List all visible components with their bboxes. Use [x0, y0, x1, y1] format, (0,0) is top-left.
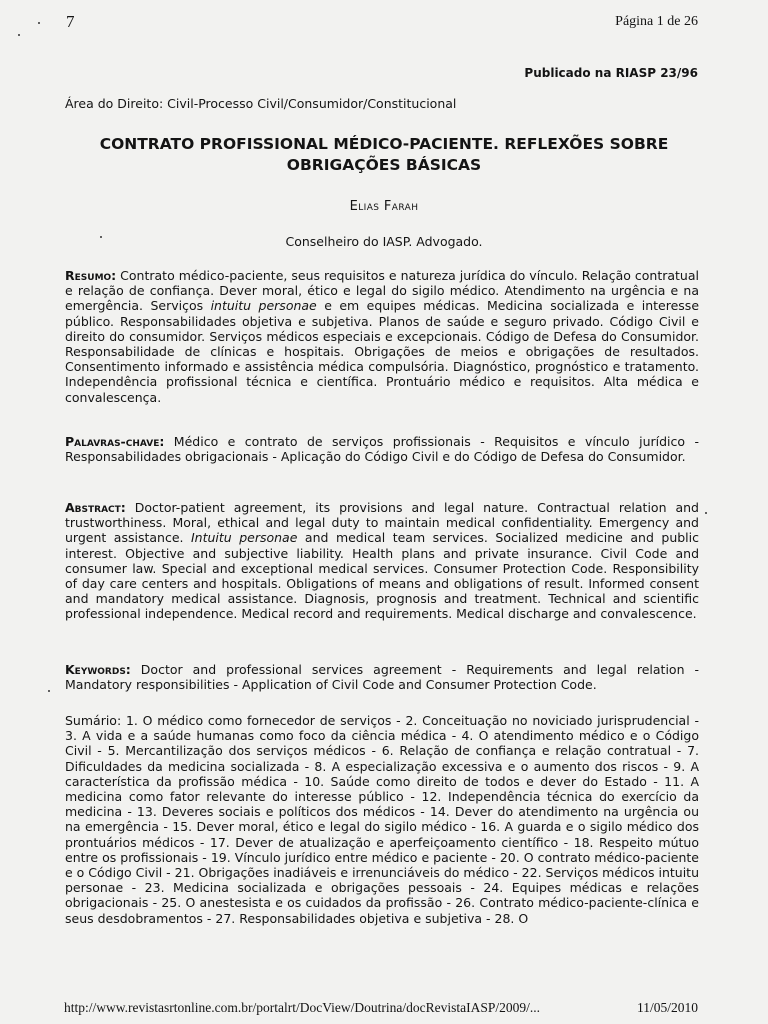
footer-url: http://www.revistasrtonline.com.br/portalrt/DocView/Doutrina/docRevistaIASP/2009/...: [64, 1000, 540, 1015]
article-title: CONTRATO PROFISSIONAL MÉDICO-PACIENTE. REFLEXÕES SOBRE OBRIGAÇÕES BÁSICAS: [99, 135, 669, 174]
author-affiliation: Conselheiro do IASP. Advogado.: [285, 234, 483, 249]
law-area: Área do Direito: Civil-Processo Civil/Consumidor/Constitucional: [65, 96, 457, 111]
scan-speck: [38, 22, 40, 24]
resumo-paragraph: [65, 268, 699, 405]
footer-date: 11/05/2010: [636, 1000, 698, 1015]
resumo-text-1: Contrato médico-paciente, seus requisitos e natureza jurídica do vínculo. Relação contratual e relação de confiança. Dever moral, ético e legal do sigilo médico. Atendimento na urgência e na emergência. Serviços: [65, 268, 699, 314]
keywords-paragraph: [65, 662, 699, 692]
abstract-label: Abstract:: [65, 500, 126, 515]
article-author: Elias Farah: [349, 199, 419, 214]
sumario-paragraph: Sumário: 1. O médico como fornecedor de serviços - 2. Conceituação no noviciado jurisprudencial - 3. A vida e a saúde humanas como foco da ciência médica - 4. O atendimento médico e o Código Civil - 5. Mercantilização dos serviços médicos - 6. Relação de confiança e relação contratual - 7. Dificuldades da medicina socializada - 8. A especialização excessiva e o aumento dos riscos - 9. A característica da profissão médica - 10. Saúde como direito de todos e dever do Estado - 11. A medicina como fator relevante do interesse público - 12. Independência técnica do exercício da medicina - 13. Deveres sociais e políticos dos médicos - 14. Dever do atendimento na urgência ou na emergência - 15. Dever moral, ético e legal do sigilo médico - 16. A guarda e o sigilo médico dos prontuários médicos - 17. Dever de atualização e aperfeiçoamento científico - 18. Respeito mútuo entre os profissionais - 19. Vínculo jurídico entre médico e paciente - 20. O contrato médico-paciente e o Código Civil - 21. Obrigações inadiáveis e irrenunciáveis do médico - 22. Serviços médicos intuitu personae - 23. Medicina socializada e obrigações pessoais - 24. Equipes médicas e relações obrigacionais - 25. O anestesista e os cuidados da profissão - 26. Contrato médico-paciente-clínica e seus desdobramentos - 27. Responsabilidades objetiva e subjetiva - 28. O: [65, 713, 699, 926]
publication-note: Publicado na RIASP 23/96: [524, 66, 698, 80]
keywords-label: Keywords:: [65, 662, 131, 677]
abstract-paragraph: [65, 500, 699, 622]
palavras-chave-text: Médico e contrato de serviços profissionais - Requisitos e vínculo jurídico - Responsabilidades obrigacionais - Aplicação do Código Civil e do Código de Defesa do Consumidor.: [65, 434, 699, 465]
page-number: 7: [66, 12, 75, 31]
keywords-text: Doctor and professional services agreement - Requirements and legal relation - Mandatory responsibilities - Application of Civil Code and Consumer Protection Code.: [65, 662, 699, 693]
resumo-text-2: e em equipes médicas. Medicina socializada e interesse público. Responsabilidades objetiva e subjetiva. Planos de saúde e seguro privado. Código Civil e direito do consumidor. Serviços médicos especiais e excepcionais. Código de Defesa do Consumidor. Responsabilidade de clínicas e hospitais. Obrigações de meios e obrigações de resultados. Consentimento informado e assistência médica compulsória. Diagnóstico, prognóstico e tratamento. Independência profissional técnica e científica. Prontuário médico e requisitos. Alta médica e convalescença.: [65, 298, 700, 405]
abstract-text-2: and medical team services. Socialized medicine and public interest. Objective and subjective liability. Health plans and private insurance. Civil Code and consumer law. Special and exceptional medical services. Consumer Protection Code. Responsibility of day care centers and hospitals. Obligations of means and obligations of result. Informed consent and mandatory medical assistance. Diagnosis, prognosis and treatment. Technical and scientific professional independence. Medical record and requirements. Medical discharge and convalescence.: [65, 530, 699, 622]
scan-speck: [100, 236, 102, 238]
abstract-italic: Intuitu personae: [190, 530, 298, 546]
page-counter: Página 1 de 26: [615, 14, 698, 29]
abstract-text-1: Doctor-patient agreement, its provisions and legal nature. Contractual relation and trustworthiness. Moral, ethical and legal duty to maintain medical confidentiality. Emergency and urgent assistance.: [65, 500, 699, 546]
palavras-chave-paragraph: [65, 434, 699, 464]
scan-speck: [18, 34, 20, 36]
resumo-label: Resumo:: [65, 268, 117, 283]
resumo-italic: intuitu personae: [210, 298, 317, 314]
palavras-chave-label: Palavras-chave:: [65, 434, 165, 449]
scan-speck: [705, 512, 707, 514]
scan-speck: [48, 690, 50, 692]
